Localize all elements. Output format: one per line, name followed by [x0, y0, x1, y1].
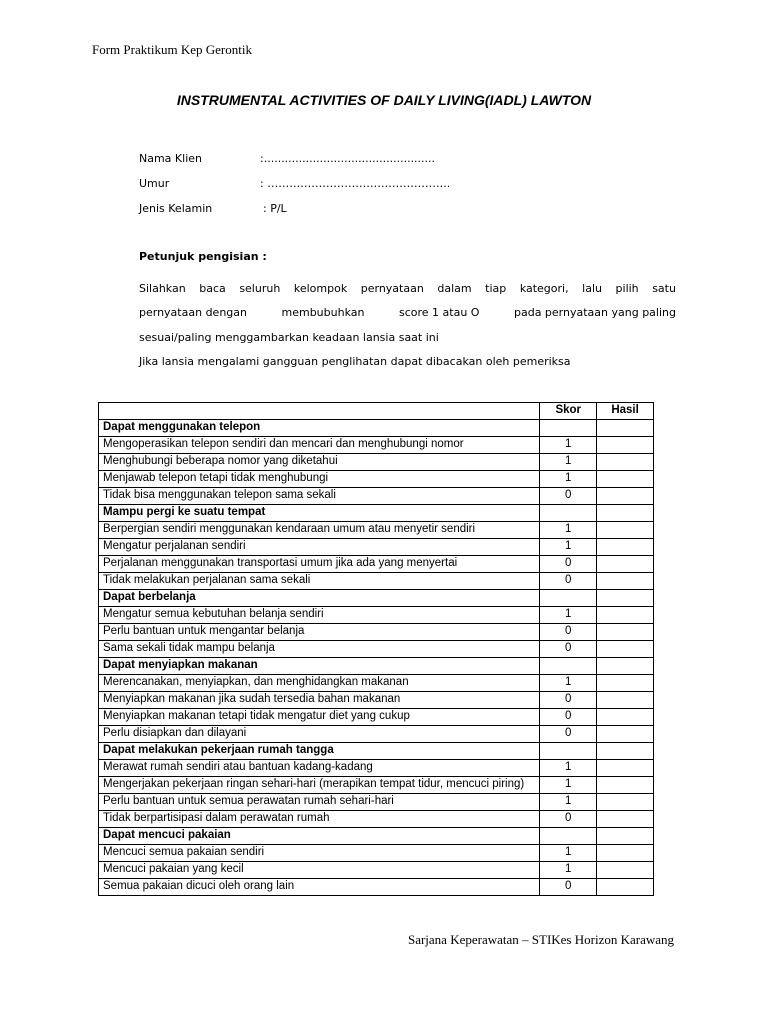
- hasil-cell[interactable]: [597, 828, 654, 845]
- field-value: : …………………………………………..: [260, 177, 451, 190]
- score-cell: 1: [540, 522, 597, 539]
- table-row: [99, 760, 654, 777]
- score-cell: 1: [540, 539, 597, 556]
- score-cell: 0: [540, 573, 597, 590]
- instruction-word: satu: [652, 282, 676, 295]
- instruction-word: kelompok: [293, 282, 348, 295]
- instructions-line-4: Jika lansia mengalami gangguan penglihatan dapat dibacakan oleh pemeriksa: [139, 355, 571, 368]
- table-row: [99, 624, 654, 641]
- document-title: INSTRUMENTAL ACTIVITIES OF DAILY LIVING(IADL) LAWTON: [176, 92, 592, 108]
- hasil-cell[interactable]: [597, 743, 654, 760]
- score-cell: 0: [540, 488, 597, 505]
- hasil-cell[interactable]: [597, 454, 654, 471]
- category-label: Dapat mencuci pakaian: [99, 828, 540, 845]
- hasil-cell[interactable]: [597, 760, 654, 777]
- score-cell: 0: [540, 709, 597, 726]
- hasil-cell[interactable]: [597, 556, 654, 573]
- item-label: Menjawab telepon tetapi tidak menghubungi: [99, 471, 540, 488]
- field-label: Jenis Kelamin: [139, 202, 213, 215]
- score-cell: 0: [540, 624, 597, 641]
- hasil-cell[interactable]: [597, 522, 654, 539]
- instruction-word: score 1 atau O: [398, 306, 480, 319]
- hasil-cell[interactable]: [597, 573, 654, 590]
- field-value: :.................................................: [260, 152, 436, 165]
- hasil-cell[interactable]: [597, 709, 654, 726]
- score-cell: 1: [540, 777, 597, 794]
- item-label: Tidak bisa menggunakan telepon sama sekali: [99, 488, 540, 505]
- item-label: Tidak berpartisipasi dalam perawatan rumah: [99, 811, 540, 828]
- score-cell: [540, 420, 597, 437]
- item-label: Mencuci pakaian yang kecil: [99, 862, 540, 879]
- item-label: Perjalanan menggunakan transportasi umum jika ada yang menyertai: [99, 556, 540, 573]
- score-cell: 1: [540, 437, 597, 454]
- table-row: [99, 607, 654, 624]
- score-cell: 1: [540, 607, 597, 624]
- score-cell: 0: [540, 692, 597, 709]
- category-row: [99, 743, 654, 760]
- instruction-word: Silahkan: [139, 282, 186, 295]
- instruction-word: kategori,: [519, 282, 569, 295]
- table-row: [99, 709, 654, 726]
- category-row: [99, 505, 654, 522]
- hasil-cell[interactable]: [597, 607, 654, 624]
- table-row: [99, 573, 654, 590]
- category-row: [99, 420, 654, 437]
- instruction-word: dalam: [437, 282, 472, 295]
- category-row: [99, 590, 654, 607]
- hasil-cell[interactable]: [597, 692, 654, 709]
- instruction-word: lalu: [582, 282, 602, 295]
- table-row: [99, 454, 654, 471]
- hasil-cell[interactable]: [597, 471, 654, 488]
- item-label: Mengerjakan pekerjaan ringan sehari-hari (merapikan tempat tidur, mencuci piring): [99, 777, 540, 794]
- category-row: [99, 658, 654, 675]
- instruction-word: pilih: [615, 282, 639, 295]
- field-label: Nama Klien: [139, 152, 202, 165]
- category-row: [99, 828, 654, 845]
- score-cell: 1: [540, 794, 597, 811]
- score-cell: 1: [540, 675, 597, 692]
- score-cell: 1: [540, 760, 597, 777]
- header-skor: Skor: [540, 403, 597, 420]
- hasil-cell[interactable]: [597, 726, 654, 743]
- instruction-word: tiap: [485, 282, 507, 295]
- score-cell: 0: [540, 811, 597, 828]
- category-label: Dapat berbelanja: [99, 590, 540, 607]
- score-cell: 0: [540, 726, 597, 743]
- score-cell: [540, 828, 597, 845]
- table-row: [99, 777, 654, 794]
- hasil-cell[interactable]: [597, 590, 654, 607]
- score-cell: 1: [540, 454, 597, 471]
- table-row: [99, 726, 654, 743]
- header-item: [99, 403, 540, 420]
- item-label: Sama sekali tidak mampu belanja: [99, 641, 540, 658]
- iadl-table: [98, 402, 654, 896]
- table-row: [99, 862, 654, 879]
- item-label: Menghubungi beberapa nomor yang diketahui: [99, 454, 540, 471]
- instructions-line-3: sesuai/paling menggambarkan keadaan lansia saat ini: [139, 331, 439, 344]
- table-header-row: [99, 403, 654, 420]
- item-label: Mengatur semua kebutuhan belanja sendiri: [99, 607, 540, 624]
- table-row: [99, 794, 654, 811]
- hasil-cell[interactable]: [597, 811, 654, 828]
- item-label: Menyiapkan makanan tetapi tidak mengatur diet yang cukup: [99, 709, 540, 726]
- score-cell: 1: [540, 862, 597, 879]
- instruction-word: membubuhkan: [281, 306, 365, 319]
- item-label: Mengoperasikan telepon sendiri dan mencari dan menghubungi nomor: [99, 437, 540, 454]
- score-cell: 1: [540, 845, 597, 862]
- table-row: [99, 879, 654, 896]
- table-row: [99, 675, 654, 692]
- score-cell: 1: [540, 471, 597, 488]
- hasil-cell[interactable]: [597, 488, 654, 505]
- hasil-cell[interactable]: [597, 845, 654, 862]
- instruction-word: pernyataan: [360, 282, 424, 295]
- item-label: Perlu bantuan untuk semua perawatan rumah sehari-hari: [99, 794, 540, 811]
- category-label: Dapat menyiapkan makanan: [99, 658, 540, 675]
- score-cell: 0: [540, 641, 597, 658]
- hasil-cell[interactable]: [597, 420, 654, 437]
- item-label: Merawat rumah sendiri atau bantuan kadang-kadang: [99, 760, 540, 777]
- score-cell: [540, 590, 597, 607]
- table-row: [99, 471, 654, 488]
- table-row: [99, 488, 654, 505]
- hasil-cell[interactable]: [597, 862, 654, 879]
- item-label: Merencanakan, menyiapkan, dan menghidangkan makanan: [99, 675, 540, 692]
- hasil-cell[interactable]: [597, 675, 654, 692]
- instructions-line-2: [139, 306, 676, 319]
- item-label: Berpergian sendiri menggunakan kendaraan umum atau menyetir sendiri: [99, 522, 540, 539]
- hasil-cell[interactable]: [597, 437, 654, 454]
- instruction-word: seluruh: [239, 282, 281, 295]
- table-row: [99, 522, 654, 539]
- item-label: Menyiapkan makanan jika sudah tersedia bahan makanan: [99, 692, 540, 709]
- item-label: Mencuci semua pakaian sendiri: [99, 845, 540, 862]
- hasil-cell[interactable]: [597, 794, 654, 811]
- hasil-cell[interactable]: [597, 539, 654, 556]
- table-row: [99, 539, 654, 556]
- item-label: Perlu bantuan untuk mengantar belanja: [99, 624, 540, 641]
- header-hasil: Hasil: [597, 403, 654, 420]
- table-row: [99, 556, 654, 573]
- item-label: Mengatur perjalanan sendiri: [99, 539, 540, 556]
- field-value: : P/L: [263, 202, 287, 215]
- hasil-cell[interactable]: [597, 641, 654, 658]
- table-row: [99, 437, 654, 454]
- hasil-cell[interactable]: [597, 879, 654, 896]
- page-header: Form Praktikum Kep Gerontik: [92, 42, 252, 57]
- instruction-word: pada pernyataan yang paling: [513, 306, 676, 319]
- table-row: [99, 811, 654, 828]
- score-cell: 0: [540, 879, 597, 896]
- category-label: Mampu pergi ke suatu tempat: [99, 505, 540, 522]
- item-label: Tidak melakukan perjalanan sama sekali: [99, 573, 540, 590]
- category-label: Dapat menggunakan telepon: [99, 420, 540, 437]
- score-cell: [540, 505, 597, 522]
- hasil-cell[interactable]: [597, 777, 654, 794]
- hasil-cell[interactable]: [597, 505, 654, 522]
- hasil-cell[interactable]: [597, 658, 654, 675]
- table-row: [99, 692, 654, 709]
- score-cell: 0: [540, 556, 597, 573]
- item-label: Semua pakaian dicuci oleh orang lain: [99, 879, 540, 896]
- instruction-word: pernyataan dengan: [139, 306, 247, 319]
- page-footer: Sarjana Keperawatan – STIKes Horizon Karawang: [407, 932, 674, 947]
- item-label: Perlu disiapkan dan dilayani: [99, 726, 540, 743]
- score-cell: [540, 658, 597, 675]
- instructions-heading: Petunjuk pengisian :: [139, 250, 267, 263]
- table-row: [99, 845, 654, 862]
- instructions-line-1: [139, 282, 676, 295]
- hasil-cell[interactable]: [597, 624, 654, 641]
- category-label: Dapat melakukan pekerjaan rumah tangga: [99, 743, 540, 760]
- field-label: Umur: [139, 177, 170, 190]
- instruction-word: baca: [199, 282, 226, 295]
- score-cell: [540, 743, 597, 760]
- table-row: [99, 641, 654, 658]
